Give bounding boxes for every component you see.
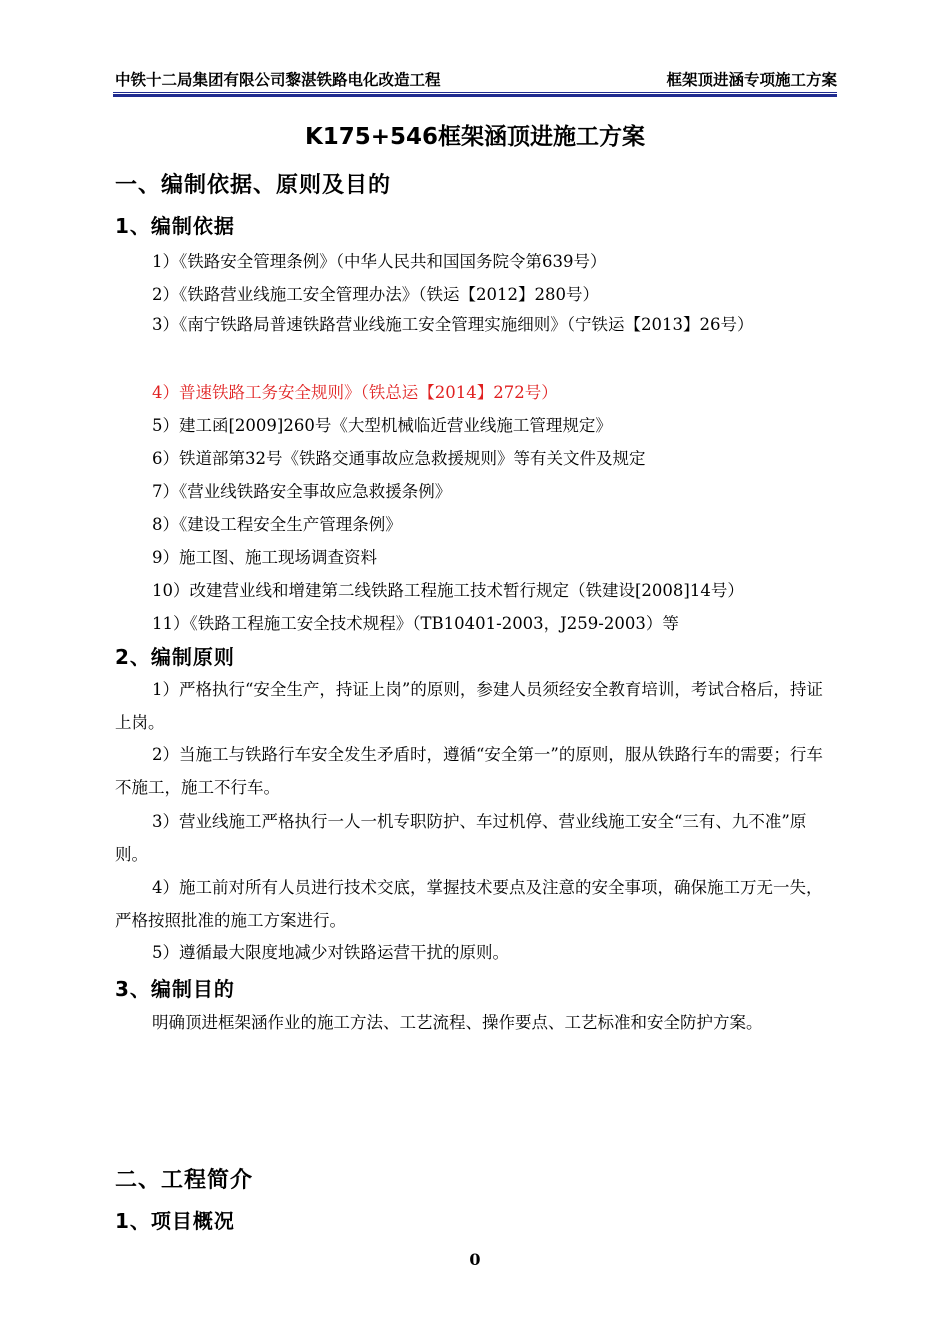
- principle-item-2: 2）当施工与铁路行车安全发生矛盾时，遵循“安全第一”的原则，服从铁路行车的需要；行车不施工，施工不行车。: [115, 745, 823, 797]
- basis-item-10: 10）改建营业线和增建第二线铁路工程施工技术暂行规定（铁建设[2008]14号）: [152, 581, 744, 600]
- basis-item-2: 2）《铁路营业线施工安全管理办法》（铁运【2012】280号）: [152, 285, 599, 304]
- basis-item-3: 3）《南宁铁路局普速铁路营业线施工安全管理实施细则》（宁铁运【2013】26号）: [152, 315, 754, 334]
- basis-item-1: 1）《铁路安全管理条例》（中华人民共和国国务院令第639号）: [152, 252, 607, 271]
- basis-item-9: 9）施工图、施工现场调查资料: [152, 548, 377, 567]
- header-rule-thick: [113, 94, 837, 97]
- header-rule-thin: [113, 92, 837, 93]
- principles-heading: 2、编制原则: [115, 645, 235, 669]
- principle-item-5: 5）遵循最大限度地减少对铁路运营干扰的原则。: [152, 943, 509, 962]
- basis-heading: 1、编制依据: [115, 214, 235, 238]
- section2-heading: 二、工程简介: [115, 1168, 254, 1193]
- purpose-text: 明确顶进框架涵作业的施工方法、工艺流程、操作要点、工艺标准和安全防护方案。: [152, 1013, 763, 1032]
- document-title: K175+546框架涵顶进施工方案: [304, 124, 646, 150]
- basis-item-6: 6）铁道部第32号《铁路交通事故应急救援规则》等有关文件及规定: [152, 449, 646, 468]
- basis-item-7: 7）《营业线铁路安全事故应急救援条例》: [152, 482, 452, 501]
- page-header: [115, 68, 837, 94]
- basis-item-11: 11）《铁路工程施工安全技术规程》（TB10401-2003，J259-2003）等: [152, 614, 679, 633]
- page-number: 0: [469, 1250, 481, 1269]
- basis-item-5: 5）建工函[2009]260号《大型机械临近营业线施工管理规定》: [152, 416, 612, 435]
- header-company: 中铁十二局集团有限公司黎湛铁路电化改造工程: [115, 71, 441, 89]
- basis-item-8: 8）《建设工程安全生产管理条例》: [152, 515, 402, 534]
- basis-item-4: 4）普速铁路工务安全规则》（铁总运【2014】272号）: [152, 383, 558, 402]
- section1-heading: 一、编制依据、原则及目的: [115, 173, 392, 198]
- purpose-heading: 3、编制目的: [115, 977, 235, 1001]
- principle-item-1: 1）严格执行“安全生产，持证上岗”的原则，参建人员须经安全教育培训，考试合格后，持证上岗。: [115, 680, 823, 732]
- project-overview-heading: 1、项目概况: [115, 1209, 235, 1233]
- principle-item-3: 3）营业线施工严格执行一人一机专职防护、车过机停、营业线施工安全“三有、九不准”原则。: [115, 812, 807, 864]
- principle-item-4: 4）施工前对所有人员进行技术交底，掌握技术要点及注意的安全事项，确保施工万无一失，严格按照批准的施工方案进行。: [115, 878, 823, 930]
- header-doc-name: 框架顶进涵专项施工方案: [666, 71, 837, 89]
